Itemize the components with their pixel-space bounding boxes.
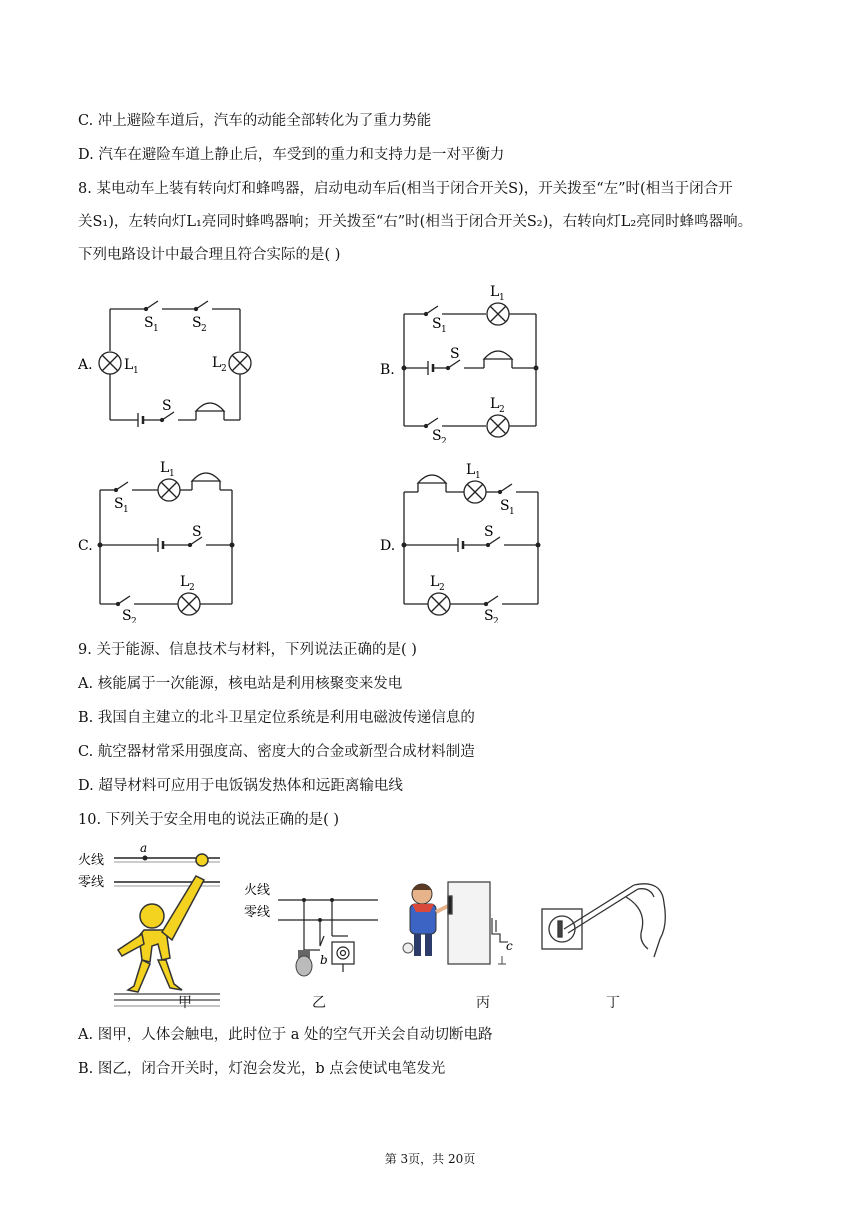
- person-shock-icon: [118, 854, 208, 992]
- d-s2-sub: 2: [493, 617, 499, 623]
- c-l2-label: L: [180, 574, 190, 590]
- q8-stem-line3: 下列电路设计中最合理且符合实际的是( ): [78, 247, 341, 263]
- d-l1-label: L: [466, 462, 476, 478]
- b-option-label: B.: [380, 362, 395, 378]
- b-s1-sub: 1: [441, 325, 447, 335]
- a-s1-label: S: [144, 315, 154, 331]
- circuit-d: [380, 458, 560, 623]
- jia-live-label: 火线: [78, 853, 105, 868]
- caption-jia: 甲: [178, 995, 192, 1011]
- jia-a-label: a: [140, 841, 148, 855]
- d-option-label: D.: [380, 538, 396, 554]
- figure-yi: [238, 880, 383, 980]
- d-s2-label: S: [484, 608, 494, 623]
- b-s-label: S: [450, 346, 460, 362]
- page-footer: 第 3页，共 20页: [384, 1152, 476, 1166]
- a-s2-sub: 2: [201, 324, 207, 334]
- c-s2-sub: 2: [131, 617, 137, 623]
- q8-stem-line2: 关S₁)，左转向灯L₁亮同时蜂鸣器响；开关拨至“右”时(相当于闭合开关S₂)，右转向灯L₂亮同时蜂鸣器响。: [78, 214, 753, 230]
- a-option-label: A.: [78, 357, 93, 373]
- q9-option-b: B. 我国自主建立的北斗卫星定位系统是利用电磁波传递信息的: [78, 710, 475, 726]
- b-l2-label: L: [490, 396, 500, 412]
- b-l2-sub: 2: [499, 405, 505, 415]
- q9-option-d: D. 超导材料可应用于电饭锅发热体和远距离输电线: [78, 778, 403, 794]
- a-l1-sub: 1: [133, 366, 139, 376]
- q9-stem: 9. 关于能源、信息技术与材料，下列说法正确的是( ): [78, 642, 417, 658]
- caption-bing: 丙: [476, 995, 490, 1011]
- circuit-b: [380, 278, 560, 443]
- a-l2-sub: 2: [221, 364, 227, 374]
- jia-neutral-label: 零线: [78, 875, 105, 890]
- figure-ding: [538, 875, 678, 985]
- child-touching-appliance-icon: [403, 884, 448, 956]
- b-s2-sub: 2: [441, 437, 447, 443]
- c-s1-label: S: [114, 496, 124, 512]
- b-l1-label: L: [490, 284, 500, 300]
- q9-option-c: C. 航空器材常采用强度高、密度大的合金或新型合成材料制造: [78, 744, 475, 760]
- a-l2-label: L: [212, 355, 222, 371]
- caption-ding: 丁: [606, 995, 620, 1011]
- q7-option-d: D. 汽车在避险车道上静止后，车受到的重力和支持力是一对平衡力: [78, 147, 505, 163]
- d-l2-label: L: [430, 574, 440, 590]
- a-s-label: S: [162, 398, 172, 414]
- yi-neutral-label: 零线: [244, 905, 271, 920]
- q9-option-a: A. 核能属于一次能源，核电站是利用核聚变来发电: [78, 676, 403, 692]
- d-s1-label: S: [500, 498, 510, 514]
- c-l1-label: L: [160, 460, 170, 476]
- b-s2-label: S: [432, 428, 442, 443]
- c-option-label: C.: [78, 538, 93, 554]
- yi-b-label: b: [320, 953, 328, 967]
- socket-icon: [542, 909, 582, 949]
- a-s2-label: S: [192, 315, 202, 331]
- d-l1-sub: 1: [475, 471, 481, 481]
- c-s-label: S: [192, 524, 202, 540]
- circuit-a: [78, 285, 278, 430]
- circuit-c: [78, 458, 258, 623]
- yi-live-label: 火线: [244, 883, 271, 898]
- a-l1-label: L: [124, 357, 134, 373]
- light-bulb-icon: [296, 950, 312, 976]
- q7-option-c: C. 冲上避险车道后，汽车的动能全部转化为了重力势能: [78, 113, 432, 129]
- q10-option-b: B. 图乙，闭合开关时，灯泡会发光，b 点会使试电笔发光: [78, 1061, 446, 1077]
- caption-yi: 乙: [312, 995, 326, 1011]
- figure-bing: [400, 878, 520, 974]
- d-s-label: S: [484, 524, 494, 540]
- q10-stem: 10. 下列关于安全用电的说法正确的是( ): [78, 812, 340, 828]
- d-l2-sub: 2: [439, 583, 445, 593]
- q8-stem-line1: 8. 某电动车上装有转向灯和蜂鸣器，启动电动车后(相当于闭合开关S)，开关拨至“左”时(相当于闭合开: [78, 181, 733, 197]
- c-l2-sub: 2: [189, 583, 195, 593]
- bing-c-label: c: [506, 939, 513, 953]
- figure-jia: [78, 838, 228, 1013]
- washing-machine-icon: [448, 882, 508, 964]
- c-l1-sub: 1: [169, 469, 175, 479]
- q10-option-a: A. 图甲，人体会触电，此时位于 a 处的空气开关会自动切断电路: [78, 1027, 493, 1043]
- b-s1-label: S: [432, 316, 442, 332]
- d-s1-sub: 1: [509, 507, 515, 517]
- c-s1-sub: 1: [123, 505, 129, 515]
- a-s1-sub: 1: [153, 324, 159, 334]
- b-l1-sub: 1: [499, 293, 505, 303]
- c-s2-label: S: [122, 608, 132, 623]
